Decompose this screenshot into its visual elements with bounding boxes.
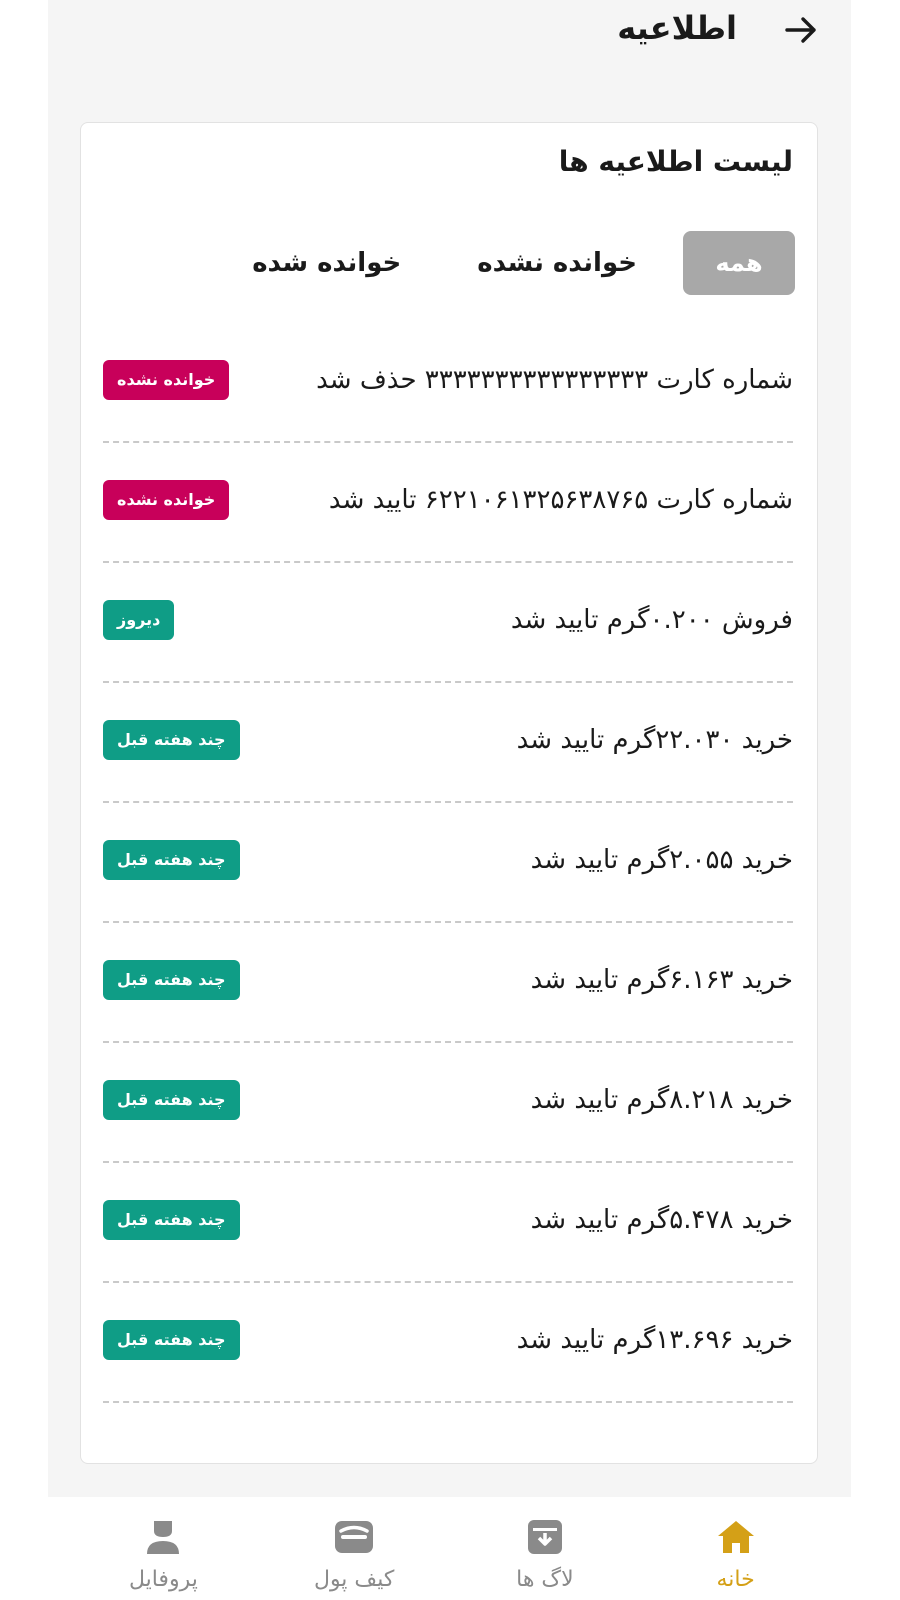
back-button[interactable]: [781, 10, 821, 50]
notification-row[interactable]: [103, 1043, 793, 1163]
notification-text: خرید ۲.۰۵۵گرم تایید شد: [530, 845, 793, 875]
filter-tabs: [252, 231, 795, 295]
notification-text: شماره کارت ۳۳۳۳۳۳۳۳۳۳۳۳۳۳۳۳ حذف شد: [316, 365, 793, 395]
notification-row[interactable]: [103, 1163, 793, 1283]
notification-text: خرید ۸.۲۱۸گرم تایید شد: [530, 1085, 793, 1115]
notification-row[interactable]: [103, 683, 793, 803]
home-icon: [714, 1515, 758, 1559]
archive-icon: [523, 1515, 567, 1559]
time-badge: چند هفته قبل: [103, 1320, 240, 1360]
notification-row[interactable]: [103, 923, 793, 1043]
notification-row[interactable]: [103, 443, 793, 563]
notification-row[interactable]: [103, 1283, 793, 1403]
notification-text: خرید ۶.۱۶۳گرم تایید شد: [530, 965, 793, 995]
notification-text: خرید ۵.۴۷۸گرم تایید شد: [530, 1205, 793, 1235]
bottom-navigation: [48, 1497, 851, 1600]
profile-icon: [141, 1515, 185, 1559]
notification-row[interactable]: [103, 323, 793, 443]
notification-row[interactable]: [103, 563, 793, 683]
tab-unread[interactable]: خوانده نشده: [477, 248, 637, 278]
card-title: لیست اطلاعیه ها: [558, 145, 793, 178]
notification-text: فروش ۰.۲۰۰گرم تایید شد: [510, 605, 793, 635]
status-badge: خوانده نشده: [103, 480, 229, 520]
nav-item-wallet[interactable]: [279, 1497, 429, 1600]
nav-label: پروفایل: [128, 1567, 198, 1592]
status-badge: خوانده نشده: [103, 360, 229, 400]
nav-label: خانه: [716, 1567, 755, 1592]
time-badge: چند هفته قبل: [103, 720, 240, 760]
nav-item-profile[interactable]: [88, 1497, 238, 1600]
nav-label: کیف پول: [313, 1567, 395, 1592]
notification-text: خرید ۱۳.۶۹۶گرم تایید شد: [516, 1325, 793, 1355]
nav-item-logs[interactable]: [470, 1497, 620, 1600]
notification-text: شماره کارت ۶۲۲۱۰۶۱۳۲۵۶۳۸۷۶۵ تایید شد: [328, 485, 793, 515]
nav-item-home[interactable]: [661, 1497, 811, 1600]
nav-label: لاگ ها: [516, 1567, 574, 1592]
time-badge: چند هفته قبل: [103, 840, 240, 880]
notification-text: خرید ۲۲.۰۳۰گرم تایید شد: [516, 725, 793, 755]
page-title: اطلاعیه: [617, 9, 737, 47]
tab-all[interactable]: همه: [683, 231, 795, 295]
time-badge: دیروز: [103, 600, 174, 640]
time-badge: چند هفته قبل: [103, 1080, 240, 1120]
time-badge: چند هفته قبل: [103, 960, 240, 1000]
notifications-card: [80, 122, 818, 1464]
tab-read[interactable]: خوانده شده: [252, 248, 402, 278]
notification-list: [103, 323, 793, 1403]
notification-row[interactable]: [103, 803, 793, 923]
page-background: [48, 0, 851, 1600]
wallet-icon: [332, 1515, 376, 1559]
top-bar: [48, 0, 851, 60]
time-badge: چند هفته قبل: [103, 1200, 240, 1240]
arrow-right-icon: [783, 12, 819, 48]
